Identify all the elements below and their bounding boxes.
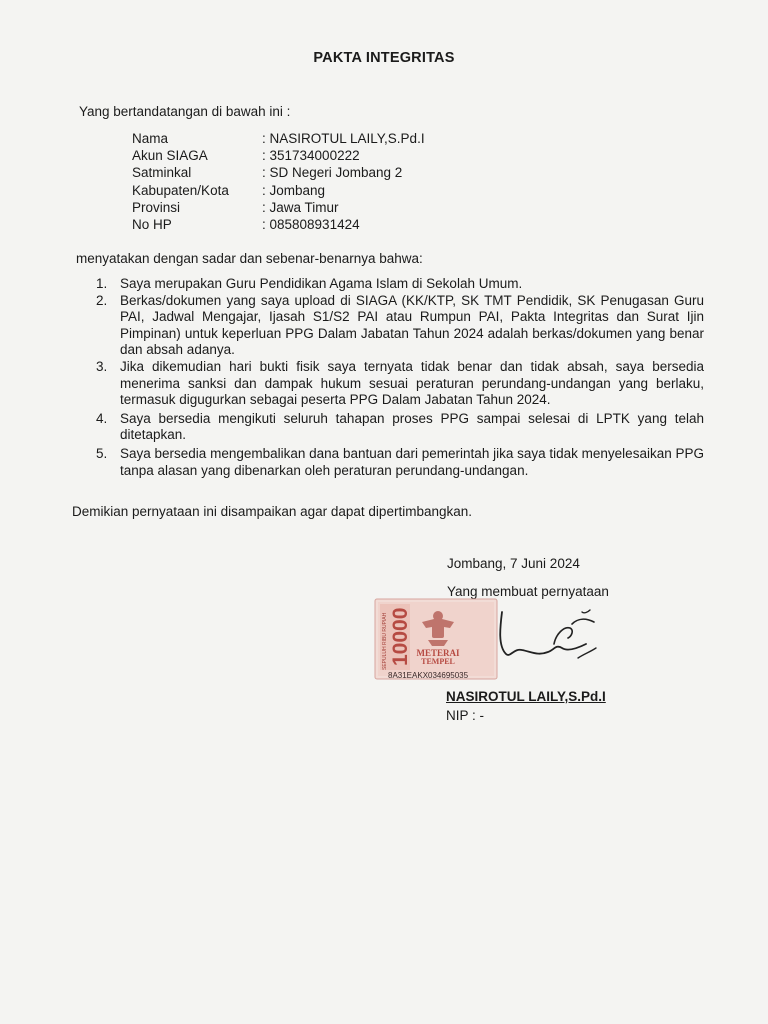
field-provinsi <box>132 199 425 216</box>
stamp-value: 10000 <box>389 607 412 666</box>
field-satminkal <box>132 164 425 181</box>
field-label: No HP <box>132 217 172 233</box>
item-text: Berkas/dokumen yang saya upload di SIAGA (KK/KTP, SK TMT Pendidik, SK Penugasan Guru PAI, Jadwal Mengajar, Ijasah S1/S2 PAI atau Rumpun PAI, Pakta Integritas dan Surat Ijin Pimpinan) untuk keperluan PPG Dalam Jabatan Tahun 2024 adalah berkas/dokumen yang benar dan absah adanya. <box>120 292 704 358</box>
field-value: : SD Negeri Jombang 2 <box>262 165 403 181</box>
field-nama <box>132 130 425 147</box>
list-item <box>96 446 704 479</box>
stamp-side-text: SEPULUH RIBU RUPIAH <box>382 612 388 670</box>
field-value: : NASIROTUL LAILY,S.Pd.I <box>262 131 425 146</box>
list-item <box>96 293 704 359</box>
list-item <box>96 411 704 444</box>
list-item <box>96 276 704 293</box>
stamp-serial: 8A31EAKX034695035 <box>388 671 469 680</box>
item-number: 1. <box>96 276 108 291</box>
stamp-label-line1: METERAI <box>416 648 460 658</box>
item-text: Saya bersedia mengikuti seluruh tahapan proses PPG sampai selesai di LPTK yang telah ditetapkan. <box>120 410 704 443</box>
handwritten-signature <box>492 604 610 668</box>
closing-text: Demikian pernyataan ini disampaikan agar dapat dipertimbangkan. <box>72 504 472 519</box>
field-akun-siaga <box>132 147 425 164</box>
field-label: Nama <box>132 131 169 146</box>
field-value: : 085808931424 <box>262 217 360 233</box>
intro-text: Yang bertandatangan di bawah ini : <box>79 104 291 119</box>
statement-list <box>96 276 704 479</box>
item-text: Jika dikemudian hari bukti fisik saya ternyata tidak benar dan tidak absah, saya bersedia menerima sanksi dan dampak hukum sesuai peraturan perundang-undangan yang berlaku, termasuk digugurkan sebagai peserta PPG Dalam Jabatan Tahun 2024. <box>120 358 704 408</box>
identity-fields <box>132 130 425 233</box>
stamp-label-line2: TEMPEL <box>421 657 455 666</box>
signer-nip: NIP : - <box>446 708 485 723</box>
document-title: PAKTA INTEGRITAS <box>313 50 455 66</box>
field-value: : Jombang <box>262 182 326 198</box>
list-item <box>96 359 704 409</box>
field-value: : Jawa Timur <box>262 199 339 215</box>
meterai-stamp <box>374 598 498 686</box>
field-label: Satminkal <box>132 165 192 181</box>
lead-text: menyatakan dengan sadar dan sebenar-benarnya bahwa: <box>76 251 423 266</box>
item-number: 2. <box>96 292 108 308</box>
item-text: Saya merupakan Guru Pendidikan Agama Islam di Sekolah Umum. <box>120 276 523 291</box>
item-number: 5. <box>96 445 108 461</box>
place-date: Jombang, 7 Juni 2024 <box>447 556 580 571</box>
item-number: 4. <box>96 410 108 426</box>
item-text: Saya bersedia mengembalikan dana bantuan dari pemerintah jika saya tidak menyelesaikan PPG tanpa alasan yang dibenarkan oleh peraturan perundang-undangan. <box>120 445 704 478</box>
item-number: 3. <box>96 358 108 374</box>
field-value: : 351734000222 <box>262 148 360 164</box>
signer-name: NASIROTUL LAILY,S.Pd.I <box>446 689 606 704</box>
field-label: Akun SIAGA <box>132 148 208 164</box>
maker-label: Yang membuat pernyataan <box>447 584 609 599</box>
field-kabupaten-kota <box>132 182 425 199</box>
field-label: Provinsi <box>132 199 181 215</box>
field-no-hp <box>132 216 425 233</box>
field-label: Kabupaten/Kota <box>132 182 229 198</box>
